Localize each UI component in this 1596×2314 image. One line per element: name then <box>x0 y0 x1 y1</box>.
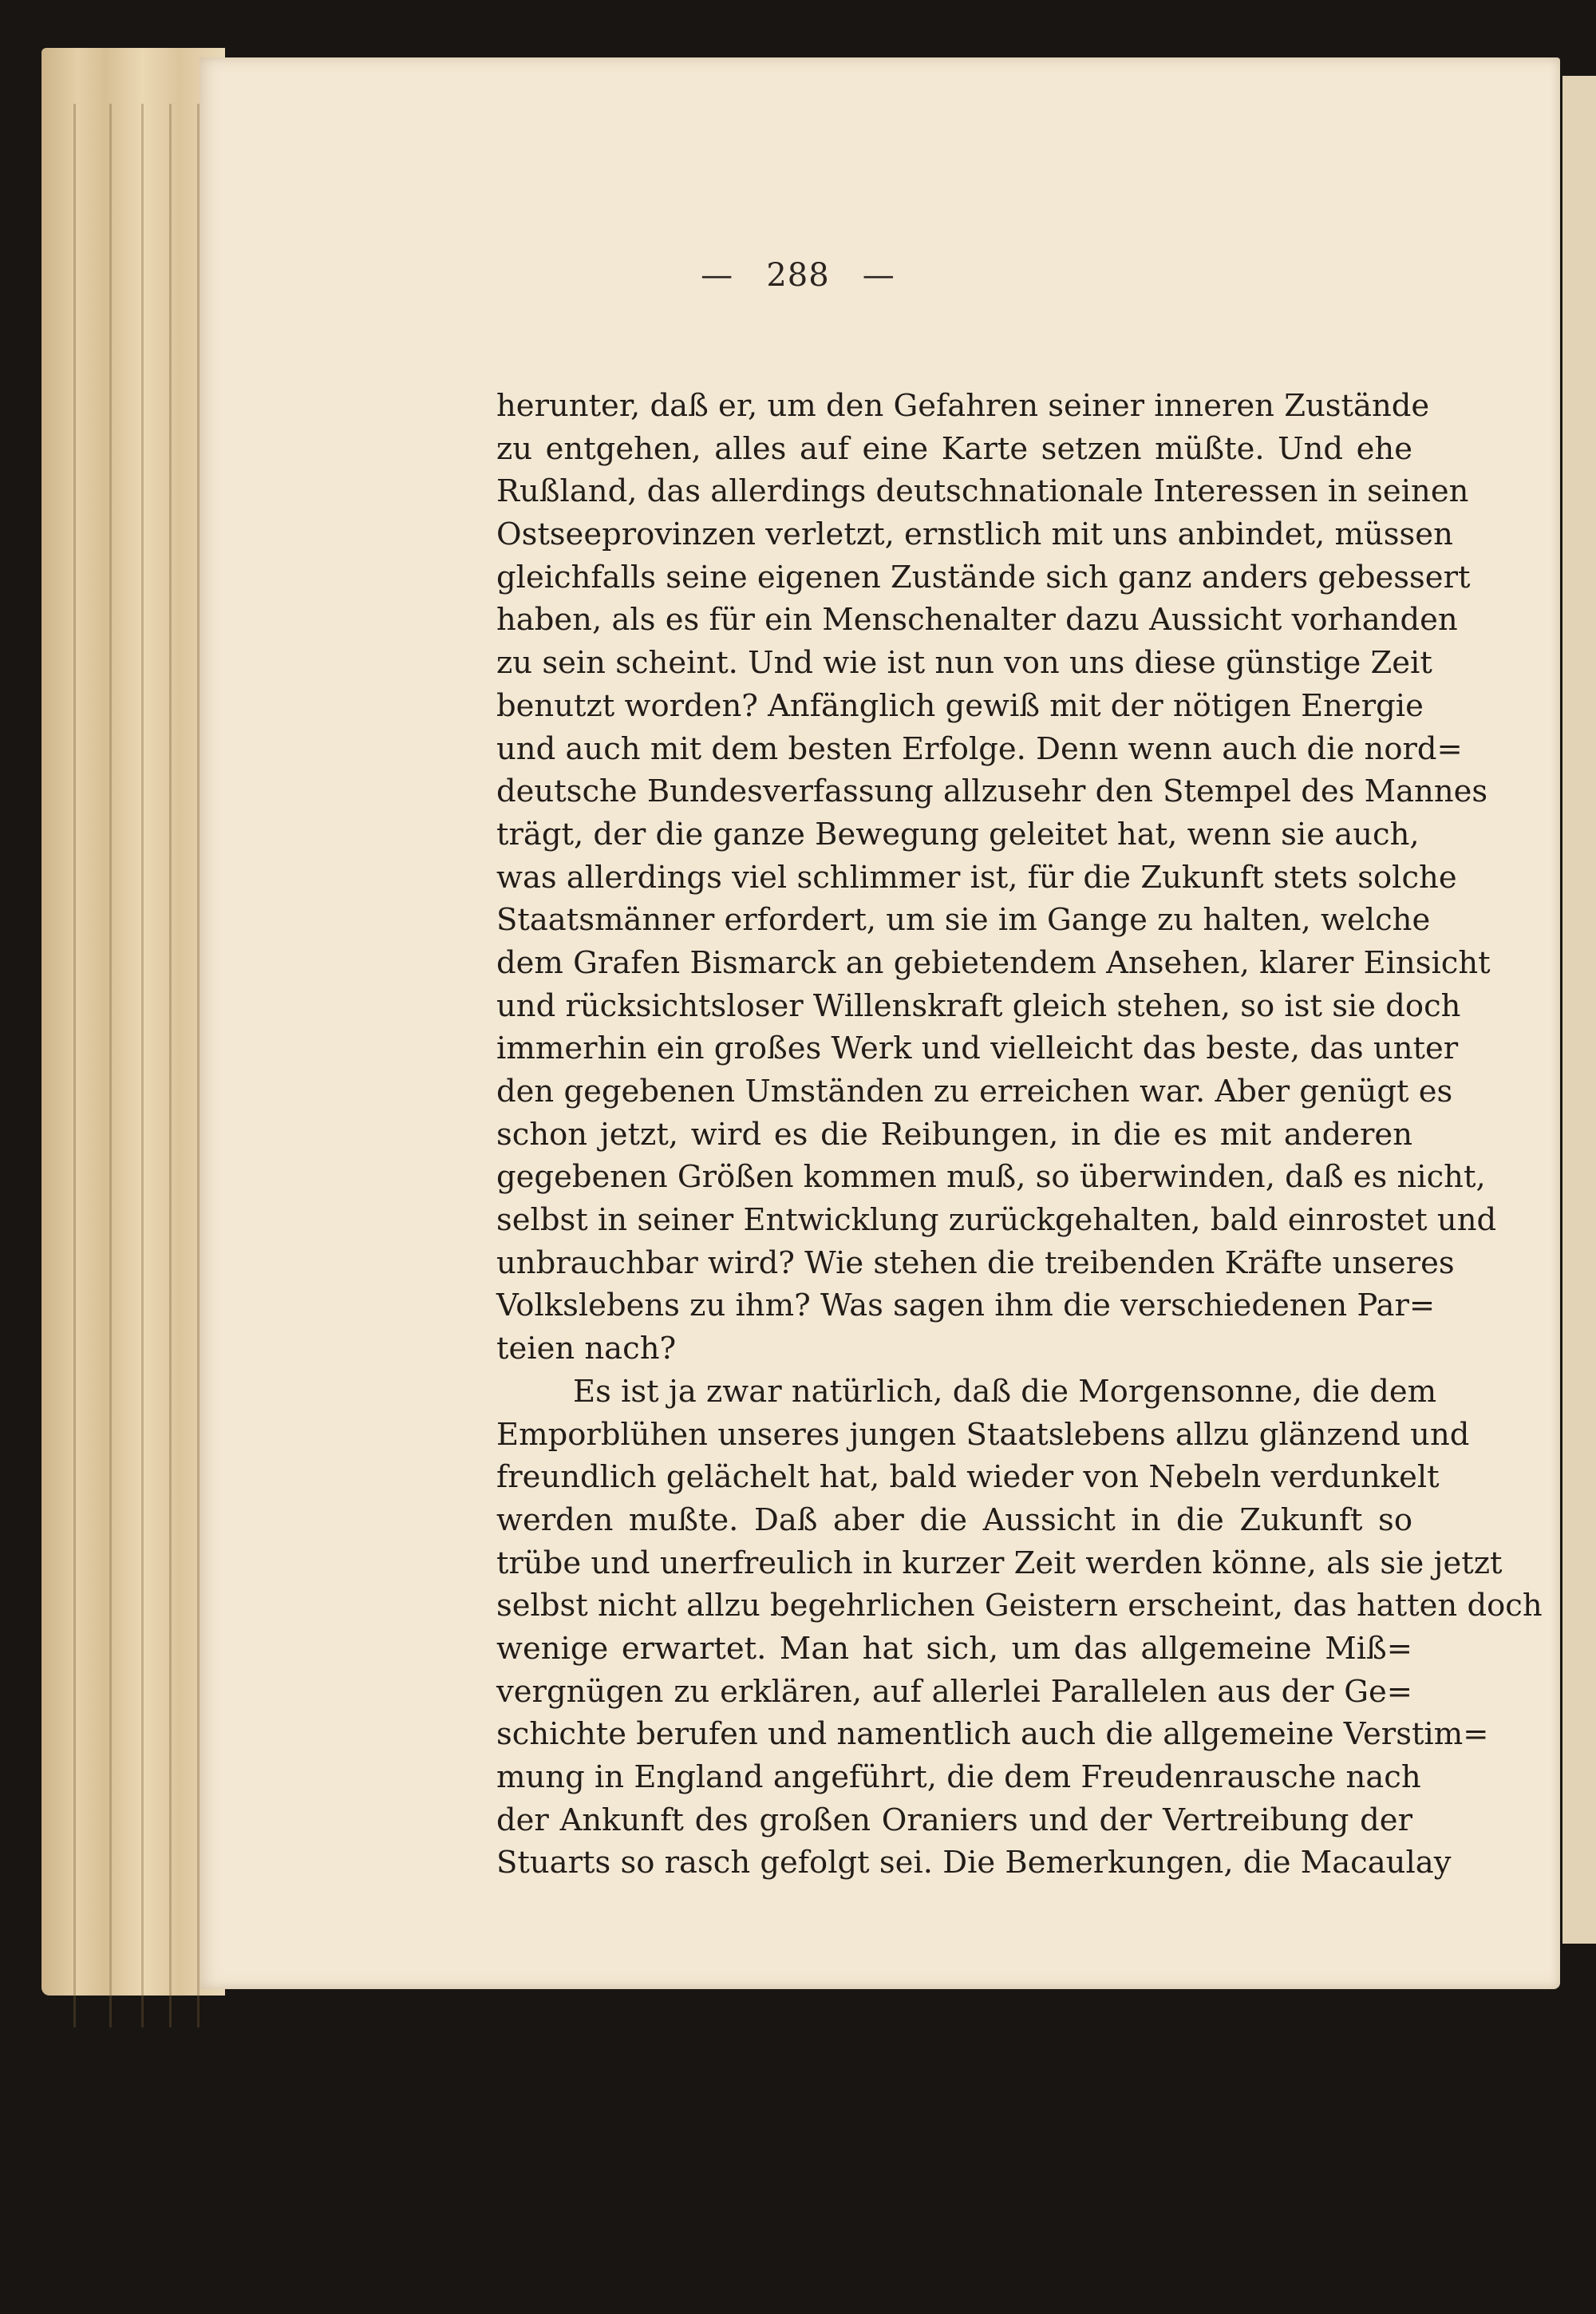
page-edge-line <box>73 104 76 2027</box>
text-line: selbst in seiner Entwicklung zurückgehalten, bald einrostet und <box>496 1202 1497 1239</box>
page-edges <box>41 48 225 1996</box>
text-line: gleichfalls seine eigenen Zustände sich ganz anders gebessert <box>496 559 1471 595</box>
text-line: Emporblühen unseres jungen Staatslebens allzu glänzend und <box>496 1416 1470 1453</box>
text-line: werden mußte. Daß aber die Aussicht in die Zukunft so <box>496 1501 1412 1538</box>
text-line: selbst nicht allzu begehrlichen Geistern erscheint, das hatten doch <box>496 1588 1543 1624</box>
text-line: unbrauchbar wird? Wie stehen die treibenden Kräfte unseres <box>496 1244 1455 1281</box>
text-line: trägt, der die ganze Bewegung geleitet hat, wenn sie auch, <box>496 816 1420 852</box>
text-line: herunter, daß er, um den Gefahren seiner inneren Zustände <box>496 388 1430 424</box>
text-line: dem Grafen Bismarck an gebietendem Ansehen, klarer Einsicht <box>496 944 1491 981</box>
text-line: den gegebenen Umständen zu erreichen war. Aber genügt es <box>496 1074 1453 1110</box>
page-edge-line <box>141 104 144 2027</box>
text-line: der Ankunft des großen Oraniers und der Vertreibung der <box>496 1802 1412 1838</box>
page-number: — 288 — <box>701 257 895 294</box>
text-line: schon jetzt, wird es die Reibungen, in die es mit anderen <box>496 1116 1412 1153</box>
text-line: zu sein scheint. Und wie ist nun von uns diese günstige Zeit <box>496 645 1432 682</box>
text-line: Rußland, das allerdings deutschnationale Interessen in seinen <box>496 473 1469 510</box>
text-line: freundlich gelächelt hat, bald wieder von Nebeln verdunkelt <box>496 1459 1440 1496</box>
text-line: und auch mit dem besten Erfolge. Denn wenn auch die nord= <box>496 730 1463 767</box>
text-line: was allerdings viel schlimmer ist, für die Zukunft stets solche <box>496 859 1457 896</box>
next-page-edge <box>1562 76 1596 1944</box>
text-line: und rücksichtsloser Willenskraft gleich stehen, so ist sie doch <box>496 987 1461 1024</box>
page-edge-line <box>109 104 112 2027</box>
text-line: haben, als es für ein Menschenalter dazu Aussicht vorhanden <box>496 602 1458 639</box>
text-line: benutzt worden? Anfänglich gewiß mit der nötigen Energie <box>496 687 1424 724</box>
text-line: trübe und unerfreulich in kurzer Zeit werden könne, als sie jetzt <box>496 1545 1503 1581</box>
page-text <box>496 385 1543 1885</box>
text-line: vergnügen zu erklären, auf allerlei Parallelen aus der Ge= <box>496 1673 1412 1710</box>
text-line: immerhin ein großes Werk und vielleicht das beste, das unter <box>496 1030 1459 1067</box>
text-line: deutsche Bundesverfassung allzusehr den Stempel des Mannes <box>496 773 1488 810</box>
text-line: Staatsmänner erfordert, um sie im Gange zu halten, welche <box>496 902 1431 939</box>
text-line: zu entgehen, alles auf eine Karte setzen müßte. Und ehe <box>496 430 1412 467</box>
text-line: gegebenen Größen kommen muß, so überwinden, daß es nicht, <box>496 1159 1486 1196</box>
text-line: schichte berufen und namentlich auch die allgemeine Verstim= <box>496 1716 1489 1753</box>
text-line: mung in England angeführt, die dem Freudenrausche nach <box>496 1759 1421 1795</box>
text-line: teien nach? <box>496 1331 677 1367</box>
text-line: Volkslebens zu ihm? Was sagen ihm die verschiedenen Par= <box>496 1288 1436 1324</box>
text-line: Es ist ja zwar natürlich, daß die Morgensonne, die dem <box>573 1373 1437 1410</box>
text-line: Stuarts so rasch gefolgt sei. Die Bemerkungen, die Macaulay <box>496 1845 1452 1881</box>
page-edge-line <box>169 104 172 2027</box>
text-line: Ostseeprovinzen verletzt, ernstlich mit uns anbindet, müssen <box>496 516 1453 553</box>
text-line: wenige erwartet. Man hat sich, um das allgemeine Miß= <box>496 1630 1412 1667</box>
